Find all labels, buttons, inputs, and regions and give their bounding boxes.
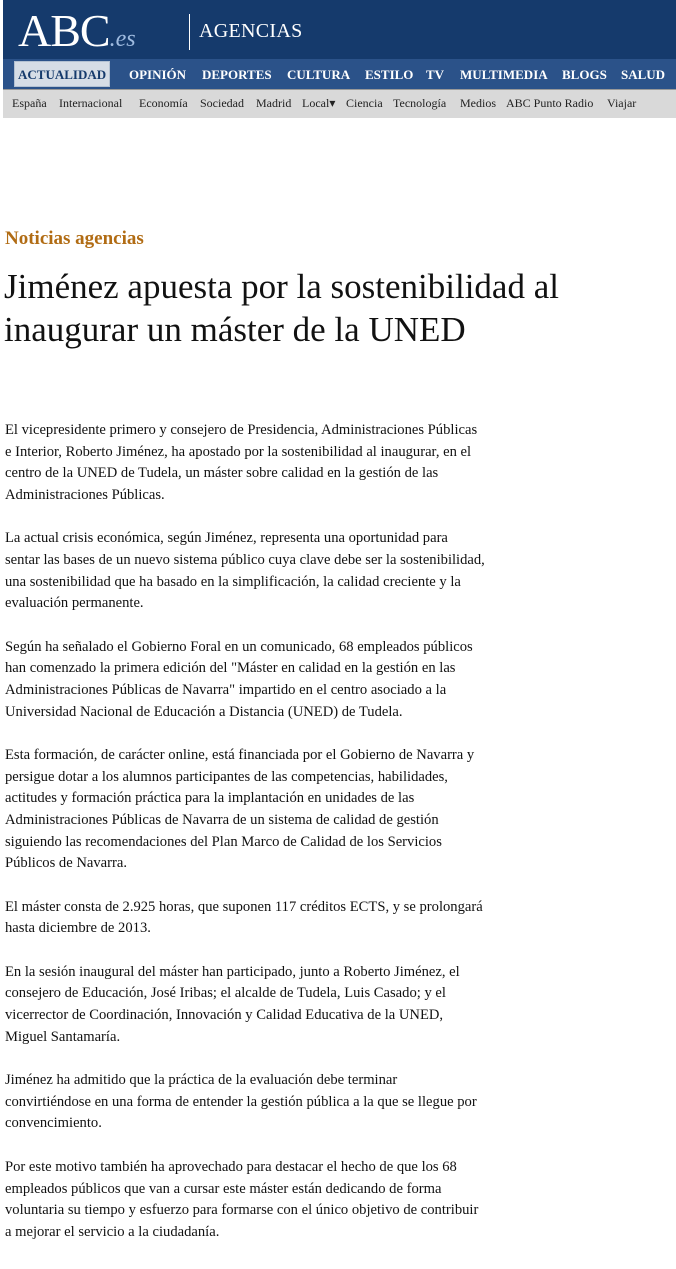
main-nav-blogs[interactable]: BLOGS	[562, 67, 607, 82]
main-nav-estilo[interactable]: ESTILO	[365, 67, 414, 82]
sub-nav-tecnologia[interactable]: Tecnología	[393, 96, 447, 110]
abc-logo[interactable]	[18, 4, 136, 56]
sub-nav	[3, 89, 676, 118]
article-paragraph: Según ha señalado el Gobierno Foral en un comunicado, 68 empleados públicos han comenzado la primera edición del "Máster en calidad en la gestión en las Administraciones Públicas de Navarra" impartido en el centro asociado a la Universidad Nacional de Educación a Distancia (UNED) de Tudela.	[5, 638, 473, 720]
sub-nav-espana[interactable]: España	[12, 96, 47, 110]
main-nav-multimedia[interactable]: MULTIMEDIA	[460, 67, 548, 82]
sub-nav-medios[interactable]: Medios	[460, 96, 496, 110]
article-paragraph: En la sesión inaugural del máster han participado, junto a Roberto Jiménez, el consejero de Educación, José Iribas; el alcalde de Tudela, Luis Casado; y el vicerrector de Coordinación, Innovación y Calidad Educativa de la UNED, Miguel Santamaría.	[5, 963, 460, 1045]
sub-nav-ciencia[interactable]: Ciencia	[346, 96, 383, 110]
sub-nav-abc-punto-radio[interactable]: ABC Punto Radio	[506, 96, 594, 110]
main-nav	[3, 59, 676, 89]
main-nav-actualidad[interactable]: ACTUALIDAD	[14, 61, 110, 87]
section-kicker[interactable]: Noticias agencias	[5, 228, 144, 249]
section-label[interactable]: AGENCIAS	[199, 20, 303, 42]
article-headline: Jiménez apuesta por la sostenibilidad al inaugurar un máster de la UNED	[4, 267, 559, 349]
main-nav-salud[interactable]: SALUD	[621, 67, 666, 82]
article-paragraph: El máster consta de 2.925 horas, que suponen 117 créditos ECTS, y se prolongará hasta diciembre de 2013.	[5, 898, 483, 937]
main-nav-tv[interactable]: TV	[426, 67, 445, 82]
sub-nav-internacional[interactable]: Internacional	[59, 96, 123, 110]
article-paragraph: Por este motivo también ha aprovechado para destacar el hecho de que los 68 empleados públicos que van a cursar este máster están dedicando de forma voluntaria su tiempo y esfuerzo para formarse con el único objetivo de contribuir a mejorar el servicio a la ciudadanía.	[5, 1159, 479, 1240]
article-body	[5, 420, 485, 1265]
logo-divider	[189, 14, 190, 50]
article-paragraph: Jiménez ha admitido que la práctica de la evaluación debe terminar convirtiéndose en una forma de entender la gestión pública a la que se llegue por convencimiento.	[5, 1072, 477, 1132]
main-nav-opinion[interactable]: OPINIÓN	[129, 67, 187, 82]
sub-nav-sociedad[interactable]: Sociedad	[200, 96, 244, 110]
sub-nav-economia[interactable]: Economía	[139, 96, 188, 110]
sub-nav-local[interactable]: Local▾	[302, 96, 336, 110]
article-paragraph: El vicepresidente primero y consejero de Presidencia, Administraciones Públicas e Interior, Roberto Jiménez, ha apostado por la sostenibilidad al inaugurar, en el centro de la UNED de Tudela, un máster sobre calidad en la gestión de las Administraciones Públicas.	[5, 422, 478, 503]
sub-nav-viajar[interactable]: Viajar	[607, 96, 637, 110]
article-paragraph: La actual crisis económica, según Jiménez, representa una oportunidad para sentar las bases de un nuevo sistema público cuya clave debe ser la sostenibilidad, una sostenibilidad que ha basado en la simplificación, la calidad creciente y la evaluación permanente.	[5, 530, 485, 612]
main-nav-cultura[interactable]: CULTURA	[287, 67, 351, 82]
sub-nav-madrid[interactable]: Madrid	[256, 96, 292, 110]
site-header	[3, 0, 676, 117]
logo-es-text: .es	[109, 26, 136, 52]
article-paragraph: Esta formación, de carácter online, está financiada por el Gobierno de Navarra y persigue dotar a los alumnos participantes de las competencias, habilidades, actitudes y formación práctica para la implantación en unidades de las Administraciones Públicas de Navarra de un sistema de calidad de gestión siguiendo las recomendaciones del Plan Marco de Calidad de los Servicios Públicos de Navarra.	[5, 747, 475, 872]
logo-abc-text: ABC	[18, 5, 110, 56]
main-nav-deportes[interactable]: DEPORTES	[202, 67, 272, 82]
